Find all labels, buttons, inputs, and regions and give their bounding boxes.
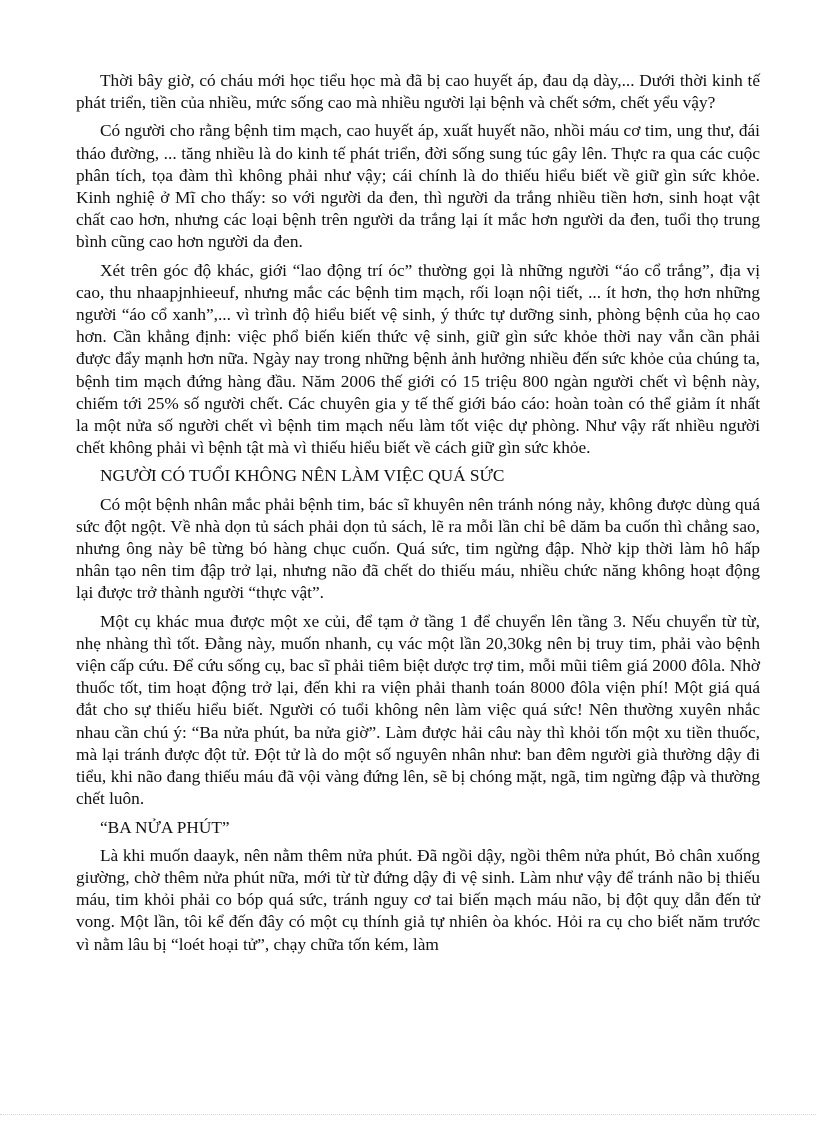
paragraph-heart-patient: Có một bệnh nhân mắc phải bệnh tim, bác sĩ khuyên nên tránh nóng nảy, không được dùng quá sức đột ngột. Về nhà dọn tủ sách phải dọn tủ sách, lẽ ra mỗi lần chỉ bê dăm ba cuốn thì chẳng sao, nhưng ông này bê từng bó hàng chục cuốn. Quá sức, tim ngừng đập. Nhờ kịp thời làm hô hấp nhân tạo nên tim đập trở lại, nhưng não đã chết do thiếu máu, nhiều chức năng không hoạt động lại được trở thành người “thực vật”.: [76, 494, 760, 603]
section-heading-elderly-work: NGƯỜI CÓ TUỔI KHÔNG NÊN LÀM VIỆC QUÁ SỨC: [100, 466, 505, 486]
paragraph-three-half-minutes: Là khi muốn daayk, nên nằm thêm nửa phút. Đã ngồi dậy, ngồi thêm nửa phút, Bỏ chân xuống giường, chờ thêm nửa phút nữa, mới từ từ đứng dậy đi vệ sinh. Làm như vậy để tránh não bị thiếu máu, tim khỏi phải co bóp quá sức, tránh nguy cơ tai biến mạch máu não, bị đột quỵ dẫn đến tử vong. Một lần, tôi kể đến đây có một cụ thính giả tự nhiên òa khóc. Hỏi ra cụ cho biết năm trước vì nằm lâu bị “loét hoại tử”, chạy chữa tốn kém, làm: [76, 845, 760, 954]
paragraph-causes: Có người cho rằng bệnh tim mạch, cao huyết áp, xuất huyết não, nhồi máu cơ tim, ung thư, đái tháo đường, ... tăng nhiều là do kinh tế phát triển, đời sống sung túc gây lên. Thực ra qua các cuộc phân tích, tọa đàm thì không phải như vậy; cái chính là do thiếu hiểu biết về giữ gìn sức khỏe. Kinh nghiệ ở Mĩ cho thấy: so với người da đen, thì người da trắng nhiều tiền hơn, sinh hoạt vật chất cao hơn, nhưng các loại bệnh trên người da trắng lại ít mắc hơn người da đen, tuổi thọ trung bình cũng cao hơn người da đen.: [76, 121, 760, 252]
page-bottom-divider: [0, 1114, 816, 1115]
paragraph-firewood-story: Một cụ khác mua được một xe củi, để tạm ở tầng 1 để chuyển lên tầng 3. Nếu chuyển từ từ, nhẹ nhàng thì tốt. Đằng này, muốn nhanh, cụ vác một lần 20,30kg nên bị truy tim, phải vào bệnh viện cấp cứu. Để cứu sống cụ, bac sĩ phải tiêm biệt dược trợ tim, mỗi mũi tiêm giá 2000 đôla. Nhờ thuốc tốt, tim hoạt động trở lại, đến khi ra viện phải thanh toán 8000 đôla viện phí! Một giá quá đắt cho sự thiếu hiểu biết. Người có tuổi không nên làm việc quá sức! Nên thường xuyên nhắc nhau cần chú ý: “Ba nửa phút, ba nửa giờ”. Làm được hải câu này thì khỏi tốn một xu tiền thuốc, mà lại tránh được đột tử. Đột tử là do một số nguyên nhân như: ban đêm người già thường dậy đi tiểu, khi não đang thiếu máu đã vội vàng đứng lên, sẽ bị chóng mặt, ngã, tim ngừng đập và thường chết luôn.: [76, 611, 760, 809]
paragraph-intro: Thời bây giờ, có cháu mới học tiểu học mà đã bị cao huyết áp, đau dạ dày,... Dưới thời kinh tế phát triển, tiền của nhiều, mức sống cao mà nhiều người lại bệnh và chết sớm, chết yểu vậy?: [76, 71, 760, 113]
document-body: [76, 70, 760, 962]
section-heading-three-half-minutes: “BA NỬA PHÚT”: [100, 817, 230, 837]
paragraph-white-collar: Xét trên góc độ khác, giới “lao động trí óc” thường gọi là những người “áo cổ trắng”, địa vị cao, thu nhaapjnhieeuf, nhưng mắc các bệnh tim mạch, rối loạn nội tiết, ... ít hơn, thọ hơn những người “áo cổ xanh”,... vì trình độ hiểu biết vệ sinh, ý thức tự dưỡng sinh, phòng bệnh của họ cao hơn. Cần khẳng định: việc phổ biến kiến thức vệ sinh, giữ gìn sức khỏe thời nay vẫn cần phải được đẩy mạnh hơn nữa. Ngày nay trong những bệnh ảnh hưởng nhiều đến sức khỏe của chúng ta, bệnh tim mạch đứng hàng đầu. Năm 2006 thế giới có 15 triệu 800 ngàn người chết vì bệnh này, chiếm tới 25% số người chết. Các chuyên gia y tế thế giới báo cáo: hoàn toàn có thể giảm ít nhất la một nửa số người chết vì bệnh tim mạch nếu làm tốt việc dự phòng. Như vậy rất nhiều người chết không phải vì bệnh tật mà vì thiếu hiểu biết về cách giữ gìn sức khỏe.: [76, 260, 760, 458]
